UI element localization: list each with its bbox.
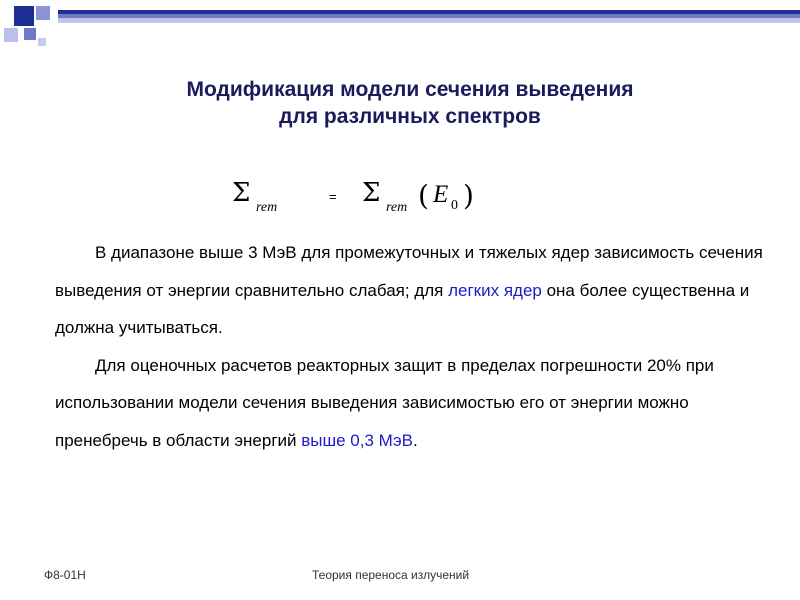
header-accent-bar — [58, 10, 800, 23]
footer-title: Теория переноса излучений — [312, 568, 470, 582]
formula-energy-var: E — [433, 181, 449, 208]
slide-title — [80, 76, 740, 130]
decor-square — [38, 38, 46, 46]
paragraph-1-text-b: она более существенна и должна учитываться. — [55, 280, 750, 337]
paragraph-2-text-b: . — [413, 430, 418, 450]
paragraph-2 — [55, 347, 765, 460]
paragraph-1-text-a: В диапазоне выше 3 МэВ для промежуточных и тяжелых ядер зависимость сечения выведения от энергии сравнительно слабая; для — [55, 243, 763, 300]
formula-rhs-subscript: rem — [386, 200, 408, 215]
paragraph-1-highlight: легких ядер — [448, 280, 542, 300]
footer-code: Ф8-01Н — [44, 568, 86, 582]
decor-square — [4, 28, 18, 42]
formula-energy-subscript: 0 — [451, 198, 458, 213]
title-line-2: для различных спектров — [279, 105, 541, 128]
formula-paren-close: ) — [463, 179, 474, 212]
formula-rhs-sigma: Σ — [362, 178, 381, 208]
decor-square — [24, 28, 36, 40]
formula-equals: = — [329, 189, 337, 204]
paragraph-2-highlight: выше 0,3 МэВ — [301, 430, 414, 450]
title-line-1: Модификация модели сечения выведения — [186, 78, 634, 101]
paragraph-1 — [55, 234, 765, 347]
paragraph-2-text-a: Для оценочных расчетов реакторных защит в пределах погрешности 20% при использовании модели сечения выведения зависимостью его от энергии можно пренебречь в области энергий — [55, 355, 714, 450]
body-text — [55, 234, 765, 459]
decor-square — [36, 6, 50, 20]
formula-lhs-subscript: rem — [256, 200, 278, 215]
decor-square — [14, 6, 34, 26]
formula-lhs-sigma: Σ — [232, 178, 251, 208]
formula-paren-open: ( — [418, 179, 429, 212]
